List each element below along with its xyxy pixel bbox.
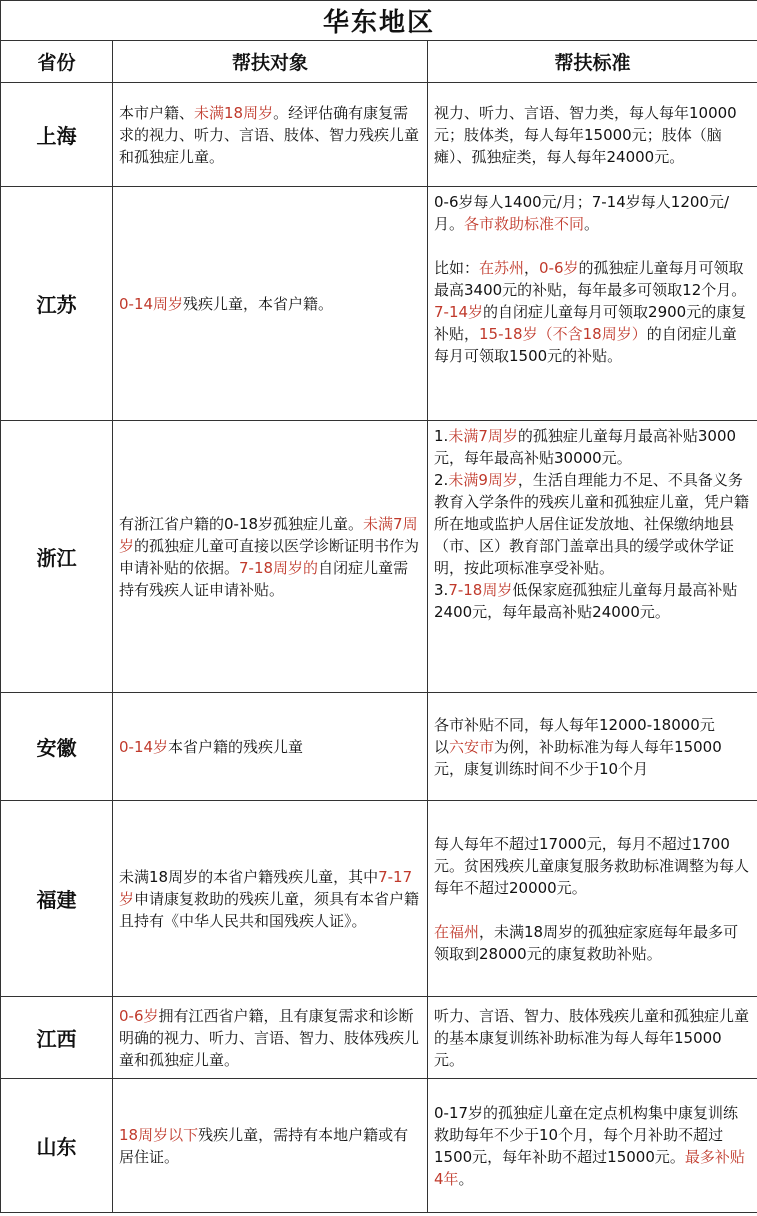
standard-cell [428,801,757,997]
body-text: 的孤独症儿童可直接以医学诊断证明书作为申请补贴的依据。 [119,536,420,577]
header-standard: 帮扶标准 [428,41,757,83]
highlight-text: 未满18周岁 [194,103,274,122]
target-cell [113,83,428,187]
highlight-text: 0-14周岁 [119,294,184,313]
body-text: 未满18周岁的本省户籍残疾儿童，其中 [119,867,379,886]
province-cell: 上海 [1,83,113,187]
highlight-text: 未满7周岁 [119,514,418,555]
highlight-text: 各市救助标准不同 [464,215,585,233]
highlight-text: 0-14岁 [119,737,169,756]
standard-cell [428,997,757,1079]
body-text: ，未满18周岁的孤独症家庭每年最多可领取到28000元的康复救助补贴。 [434,922,739,963]
standard-cell [428,421,757,693]
province-cell: 安徽 [1,693,113,801]
body-text: 拥有江西省户籍，且有康复需求和诊断明确的视力、听力、言语、智力、肢体残疾儿童和孤独症儿童。 [119,1006,420,1069]
body-text: 每人每年不超过17000元，每月不超过1700元。贫困残疾儿童康复服务救助标准调整为每人每年不超过20000元。 [434,834,750,897]
province-cell: 江西 [1,997,113,1079]
highlight-text: 在苏州 [479,259,525,277]
standard-cell [428,83,757,187]
province-cell: 福建 [1,801,113,997]
highlight-text: 0-6岁 [119,1006,159,1025]
body-text: 低保家庭孤独症儿童每月最高补贴2400元，每年最高补贴24000元。 [434,581,738,621]
standard-cell [428,187,757,421]
body-text: 以 [434,737,450,756]
body-text: 残疾儿童，需持有本地户籍或有居住证。 [119,1125,409,1166]
province-cell: 山东 [1,1079,113,1213]
body-text: 。 [458,1169,474,1188]
target-cell [113,421,428,693]
body-text: 听力、言语、智力、肢体残疾儿童和孤独症儿童的基本康复训练补助标准为每人每年15000元。 [434,1006,750,1069]
table-row [1,997,757,1079]
body-text: 0-17岁的孤独症儿童在定点机构集中康复训练救助每年不少于10个月，每个月补助不超过1500元，每年补助不超过15000元。 [434,1103,739,1166]
standard-cell [428,693,757,801]
highlight-text: 未满9周岁 [448,471,518,489]
highlight-text: 15-18岁（不含18周岁） [479,325,647,343]
body-text: 本市户籍、 [119,103,195,122]
table-row [1,693,757,801]
body-text: 。经评估确有康复需求的视力、听力、言语、肢体、智力残疾儿童和孤独症儿童。 [119,103,420,166]
body-text: ， [524,259,540,277]
body-text: 。 [584,215,600,233]
table-row [1,801,757,997]
table-row [1,83,757,187]
body-text: ，生活自理能力不足、不具备义务教育入学条件的残疾儿童和孤独症儿童，凭户籍所在地或监护人居住证发放地、社保缴纳地县（市、区）教育部门盖章出具的缓学或休学证明，按此项标准享受补贴。 [434,471,750,577]
highlight-text: 7-17岁 [119,867,413,908]
highlight-text: 未满7周岁 [448,427,518,445]
body-text: 比如： [434,259,480,277]
highlight-text: 7-18周岁的 [239,558,319,577]
body-text: 的孤独症儿童每月最高补贴3000元，每年最高补贴30000元。 [434,427,737,467]
body-text: 0-6岁每人1400元/月；7-14岁每人1200元/月。 [434,193,729,233]
target-cell [113,801,428,997]
body-text: 的自闭症儿童每月可领取1500元的补贴。 [434,325,737,365]
body-text: 有浙江省户籍的0-18岁孤独症儿童。 [119,514,364,533]
body-text: 各市补贴不同，每人每年12000-18000元 [434,715,715,734]
target-cell [113,1079,428,1213]
table-title: 华东地区 [1,1,757,41]
highlight-text: 最多补贴4年 [434,1147,745,1188]
body-text: 申请康复救助的残疾儿童，须具有本省户籍且持有《中华人民共和国残疾人证》。 [119,889,420,930]
body-text: 视力、听力、言语、智力类，每人每年10000元；肢体类，每人每年15000元；肢体（脑瘫）、孤独症类，每人每年24000元。 [434,103,737,166]
highlight-text: 18周岁以下 [119,1125,199,1144]
highlight-text: 六安市 [449,737,495,756]
body-text: 3. [434,581,449,599]
table-row [1,1079,757,1213]
body-text: 的自闭症儿童每月可领取2900元的康复补贴， [434,303,747,343]
body-text: 1. [434,427,449,445]
province-cell: 浙江 [1,421,113,693]
table-row [1,421,757,693]
table-row [1,187,757,421]
body-text: 为例，补助标准为每人每年15000元，康复训练时间不少于10个月 [434,737,722,778]
header-target: 帮扶对象 [113,41,428,83]
province-cell: 江苏 [1,187,113,421]
body-text: 本省户籍的残疾儿童 [168,737,304,756]
target-cell [113,997,428,1079]
highlight-text: 0-6岁 [539,259,579,277]
body-text: 残疾儿童，本省户籍。 [183,294,334,313]
target-cell [113,693,428,801]
body-text: 的孤独症儿童每月可领取最高3400元的补贴，每年最多可领取12个月。 [434,259,747,299]
highlight-text: 7-14岁 [434,303,484,321]
highlight-text: 在福州 [434,922,480,941]
highlight-text: 7-18周岁 [448,581,513,599]
standard-cell [428,1079,757,1213]
header-province: 省份 [1,41,113,83]
body-text: 自闭症儿童需持有残疾人证申请补贴。 [119,558,409,599]
body-text: 2. [434,471,449,489]
target-cell [113,187,428,421]
